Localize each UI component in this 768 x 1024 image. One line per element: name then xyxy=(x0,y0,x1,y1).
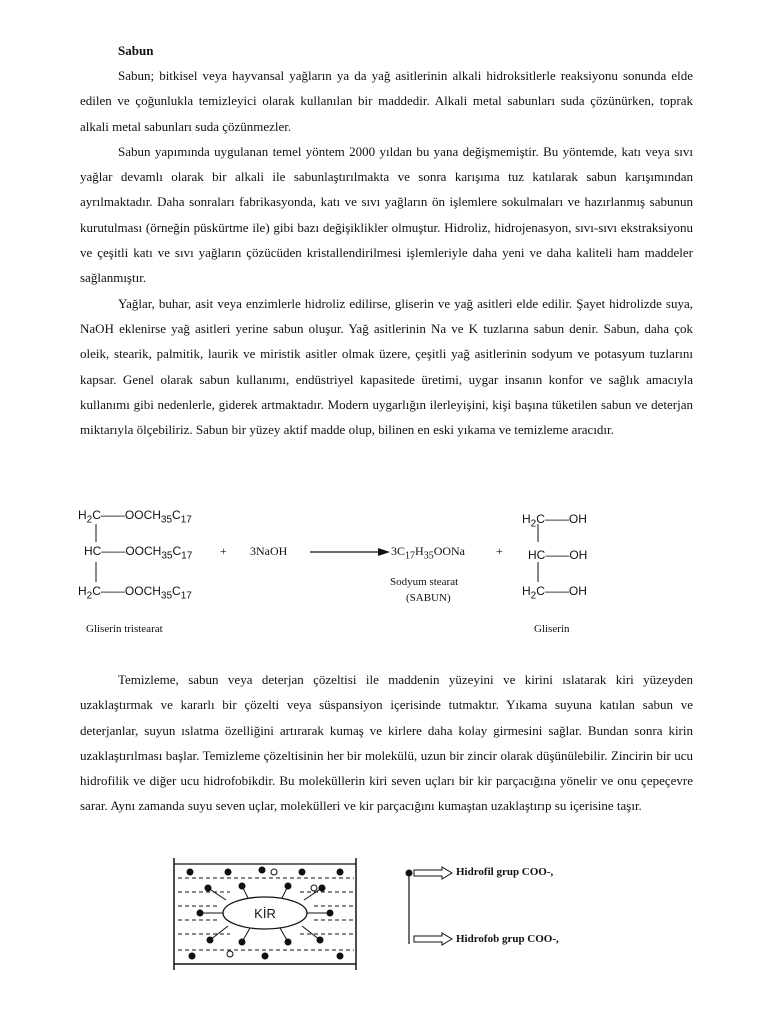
surfactant-legend-symbol xyxy=(402,862,454,952)
paragraph-2: Sabun yapımında uygulanan temel yöntem 2000 yıldan bu yana değişmemiştir. Bu yöntemde, katı veya sıvı yağlar devamlı olarak bir alkali ile sabunlaştırılmakta ve sonra karışıma tuz katılarak sabun karışımından ayrılmaktadır. Daha sonraları fabrikasyonda, katı ve sıvı yağların ön işlemlere sokulmaları ve hazırlanmış sabunun kurutulması (örneğin püskürtme ile) gibi bazı değişiklikler olmuştur. Hidroliz, hidrojenasyon, sıvı-sıvı ekstraksiyonu ve çeşitli katı ve sıvı yağların çözücüden kristallendirilmesi işlemleriyle daha yeni ve daha kaliteli ham maddeler sağlanmıştır. xyxy=(80,143,693,286)
caption-product-sabun: (SABUN) xyxy=(406,592,451,604)
glycerin-row-3: $H_2C——OH$ xyxy=(522,584,587,602)
legend-hydrophilic: Hidrofil grup COO-, xyxy=(456,866,554,878)
product: $3C_{17}H_{35}OONa$ xyxy=(391,544,466,562)
paragraph-1: Sabun; bitkisel veya hayvansal yağların ya da yağ asitlerinin alkali hidroksitlerle reaksiyonu sonunda elde edilen ve çoğunlukla temizleyici olarak kullanılan bir maddedir. Alkali metal sabunları suda çözünürken, toprak alkali metal sabunları suda çözünmezler. xyxy=(80,68,693,134)
glycerin-row-2: HC——OH xyxy=(528,548,588,562)
page-title: Sabun xyxy=(118,43,154,58)
caption-reactant: Gliserin tristearat xyxy=(86,623,163,635)
paragraph-3: Yağlar, buhar, asit veya enzimlerle hidroliz edilirse, gliserin ve yağ asitleri elde edilir. Şayet hidrolizde suya, NaOH eklenirse yağ asitleri yerine sabun oluşur. Yağ asitlerinin Na ve K tuzlarına sabun denir. Sabun, daha çok oleik, stearik, palmitik, laurik ve miristik asitler olmak üzere, çeşitli yağ asitlerinin sodyum ve potasyum tuzlarını kapsar. Genel olarak sabun kullanımı, endüstriyel kapasitede üretimi, uygar insanın konfor ve sağlık amacıyla kullanımı gibi nedenlerle, giderek artmaktadır. Modern uygarlığın ilerleyişini, kişi başına tüketilen sabun ve deterjan miktarıyla ölçebiliriz. Sabun bir yüzey aktif madde olup, bilinen en eski yıkama ve temizleme aracıdır. xyxy=(80,295,693,438)
legend-hydrophobic: Hidrofob grup COO-, xyxy=(456,933,559,945)
glycerin-row-1: $H_2C——OH$ xyxy=(522,512,587,530)
plus-sign-2: + xyxy=(496,544,503,558)
saponification-reaction xyxy=(78,500,698,645)
plus-sign: + xyxy=(220,544,227,558)
paragraph-4: Temizleme, sabun veya deterjan çözeltisi ile maddenin yüzeyini ve kirini ıslatarak kiri yüzeyden uzaklaştırmak ve kararlı bir çözelti veya süspansiyon içerisinde tutmaktır. Yıkama suyuna katılan sabun ve deterjanlar, suyun ıslatma özelliğini artırarak kumaş ve kirlere daha kolay girmesini sağlar. Bundan sonra kirin uzaklaştırılması başlar. Temizleme çözeltisinin her bir molekülü, uzun bir zincir olarak düşünülebilir. Zincirin bir ucu hidrofilik ve diğer ucu hidrofobikdir. Bu moleküllerin kiri seven uçları bir kir parçacığına yönelir ve onu çepeçevre sarar. Aynı zamanda suyu seven uçlar, molekülleri ve kir parçacığını kumaştan uzaklaştırıp su içerisine taşır. xyxy=(80,672,693,814)
reactant-row-2: $HC——OOCH_{35}C_{17}$ xyxy=(84,544,193,562)
reactant-row-3: $H_2C——OOCH_{35}C_{17}$ xyxy=(78,584,192,602)
caption-glycerin: Gliserin xyxy=(534,623,570,635)
document-body-2 xyxy=(80,667,693,819)
reaction-bonds xyxy=(78,500,698,645)
reagent: 3NaOH xyxy=(250,544,288,558)
document-body xyxy=(80,38,693,442)
micelle-diagram xyxy=(170,858,360,970)
dirt-label: KİR xyxy=(254,906,276,921)
caption-product: Sodyum stearat xyxy=(390,576,459,588)
reactant-row-1: $H_2C——OOCH_{35}C_{17}$ xyxy=(78,508,192,526)
